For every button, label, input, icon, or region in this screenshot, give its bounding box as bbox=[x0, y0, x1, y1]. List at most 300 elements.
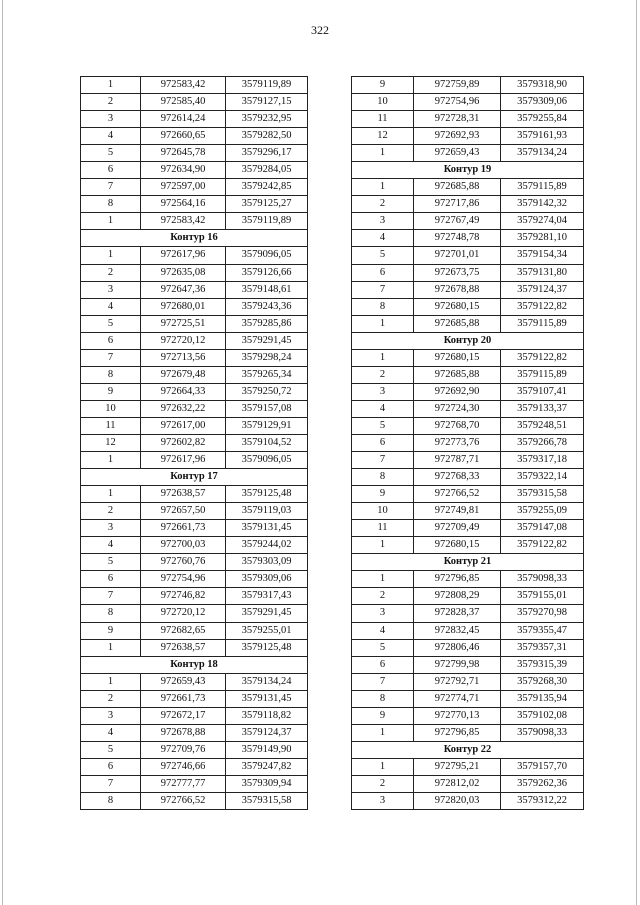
contour-header-row bbox=[81, 230, 308, 247]
x-coordinate-cell: 972617,96 bbox=[141, 247, 226, 264]
point-number-cell: 3 bbox=[81, 707, 141, 724]
x-coordinate-cell: 972820,03 bbox=[414, 792, 501, 809]
contour-header-row bbox=[352, 162, 584, 179]
x-coordinate-cell: 972680,01 bbox=[141, 298, 226, 315]
y-coordinate-cell: 3579119,89 bbox=[226, 77, 308, 94]
table-row bbox=[352, 247, 584, 264]
point-number-cell: 1 bbox=[81, 77, 141, 94]
table-row bbox=[352, 434, 584, 451]
point-number-cell: 5 bbox=[81, 554, 141, 571]
x-coordinate-cell: 972632,22 bbox=[141, 400, 226, 417]
point-number-cell: 1 bbox=[352, 758, 414, 775]
y-coordinate-cell: 3579104,52 bbox=[226, 434, 308, 451]
x-coordinate-cell: 972635,08 bbox=[141, 264, 226, 281]
y-coordinate-cell: 3579281,10 bbox=[501, 230, 584, 247]
y-coordinate-cell: 3579107,41 bbox=[501, 383, 584, 400]
y-coordinate-cell: 3579255,84 bbox=[501, 111, 584, 128]
table-row bbox=[81, 281, 308, 298]
contour-header-row bbox=[81, 469, 308, 486]
y-coordinate-cell: 3579098,33 bbox=[501, 571, 584, 588]
y-coordinate-cell: 3579303,09 bbox=[226, 554, 308, 571]
y-coordinate-cell: 3579096,05 bbox=[226, 452, 308, 469]
x-coordinate-cell: 972796,85 bbox=[414, 724, 501, 741]
x-coordinate-cell: 972792,71 bbox=[414, 673, 501, 690]
y-coordinate-cell: 3579102,08 bbox=[501, 707, 584, 724]
x-coordinate-cell: 972617,00 bbox=[141, 417, 226, 434]
x-coordinate-cell: 972768,70 bbox=[414, 417, 501, 434]
y-coordinate-cell: 3579274,04 bbox=[501, 213, 584, 230]
y-coordinate-cell: 3579148,61 bbox=[226, 281, 308, 298]
scan-edge-right bbox=[636, 0, 637, 905]
x-coordinate-cell: 972709,49 bbox=[414, 520, 501, 537]
y-coordinate-cell: 3579133,37 bbox=[501, 400, 584, 417]
table-row bbox=[81, 145, 308, 162]
x-coordinate-cell: 972659,43 bbox=[141, 673, 226, 690]
x-coordinate-cell: 972685,88 bbox=[414, 179, 501, 196]
y-coordinate-cell: 3579298,24 bbox=[226, 349, 308, 366]
y-coordinate-cell: 3579149,90 bbox=[226, 741, 308, 758]
point-number-cell: 3 bbox=[352, 605, 414, 622]
y-coordinate-cell: 3579124,37 bbox=[501, 281, 584, 298]
y-coordinate-cell: 3579161,93 bbox=[501, 128, 584, 145]
table-row bbox=[81, 111, 308, 128]
x-coordinate-cell: 972777,77 bbox=[141, 775, 226, 792]
x-coordinate-cell: 972770,13 bbox=[414, 707, 501, 724]
x-coordinate-cell: 972647,36 bbox=[141, 281, 226, 298]
y-coordinate-cell: 3579244,02 bbox=[226, 537, 308, 554]
y-coordinate-cell: 3579131,80 bbox=[501, 264, 584, 281]
y-coordinate-cell: 3579250,72 bbox=[226, 383, 308, 400]
table-row bbox=[81, 707, 308, 724]
x-coordinate-cell: 972673,75 bbox=[414, 264, 501, 281]
point-number-cell: 1 bbox=[352, 571, 414, 588]
y-coordinate-cell: 3579147,08 bbox=[501, 520, 584, 537]
y-coordinate-cell: 3579242,85 bbox=[226, 179, 308, 196]
x-coordinate-cell: 972700,03 bbox=[141, 537, 226, 554]
y-coordinate-cell: 3579317,43 bbox=[226, 588, 308, 605]
x-coordinate-cell: 972638,57 bbox=[141, 639, 226, 656]
y-coordinate-cell: 3579247,82 bbox=[226, 758, 308, 775]
y-coordinate-cell: 3579315,58 bbox=[501, 486, 584, 503]
x-coordinate-cell: 972634,90 bbox=[141, 162, 226, 179]
x-coordinate-cell: 972720,12 bbox=[141, 332, 226, 349]
contour-header: Контур 20 bbox=[352, 332, 584, 349]
point-number-cell: 4 bbox=[352, 622, 414, 639]
table-row bbox=[81, 315, 308, 332]
y-coordinate-cell: 3579315,58 bbox=[226, 792, 308, 809]
table-row bbox=[352, 145, 584, 162]
contour-header: Контур 18 bbox=[81, 656, 308, 673]
x-coordinate-cell: 972766,52 bbox=[414, 486, 501, 503]
y-coordinate-cell: 3579355,47 bbox=[501, 622, 584, 639]
x-coordinate-cell: 972564,16 bbox=[141, 196, 226, 213]
contour-header: Контур 21 bbox=[352, 554, 584, 571]
x-coordinate-cell: 972749,81 bbox=[414, 503, 501, 520]
point-number-cell: 1 bbox=[352, 724, 414, 741]
x-coordinate-cell: 972713,56 bbox=[141, 349, 226, 366]
y-coordinate-cell: 3579122,82 bbox=[501, 298, 584, 315]
table-row bbox=[81, 775, 308, 792]
point-number-cell: 8 bbox=[81, 792, 141, 809]
x-coordinate-cell: 972585,40 bbox=[141, 94, 226, 111]
table-row bbox=[81, 622, 308, 639]
x-coordinate-cell: 972766,52 bbox=[141, 792, 226, 809]
point-number-cell: 2 bbox=[81, 503, 141, 520]
table-row bbox=[352, 690, 584, 707]
table-row bbox=[352, 111, 584, 128]
point-number-cell: 5 bbox=[81, 741, 141, 758]
table-row bbox=[81, 94, 308, 111]
y-coordinate-cell: 3579115,89 bbox=[501, 366, 584, 383]
x-coordinate-cell: 972597,00 bbox=[141, 179, 226, 196]
table-row bbox=[81, 571, 308, 588]
y-coordinate-cell: 3579262,36 bbox=[501, 775, 584, 792]
y-coordinate-cell: 3579125,48 bbox=[226, 486, 308, 503]
table-row bbox=[352, 179, 584, 196]
point-number-cell: 3 bbox=[81, 281, 141, 298]
table-row bbox=[352, 588, 584, 605]
x-coordinate-cell: 972748,78 bbox=[414, 230, 501, 247]
coordinates-table bbox=[351, 76, 584, 810]
y-coordinate-cell: 3579126,66 bbox=[226, 264, 308, 281]
y-coordinate-cell: 3579124,37 bbox=[226, 724, 308, 741]
table-row bbox=[352, 503, 584, 520]
point-number-cell: 4 bbox=[352, 400, 414, 417]
table-row bbox=[81, 639, 308, 656]
table-row bbox=[81, 264, 308, 281]
point-number-cell: 7 bbox=[352, 281, 414, 298]
table-row bbox=[81, 486, 308, 503]
table-row bbox=[352, 452, 584, 469]
x-coordinate-cell: 972725,51 bbox=[141, 315, 226, 332]
x-coordinate-cell: 972812,02 bbox=[414, 775, 501, 792]
contour-header-row bbox=[352, 554, 584, 571]
y-coordinate-cell: 3579157,70 bbox=[501, 758, 584, 775]
point-number-cell: 3 bbox=[352, 792, 414, 809]
coordinates-table-right bbox=[351, 76, 583, 810]
x-coordinate-cell: 972645,78 bbox=[141, 145, 226, 162]
table-row bbox=[352, 366, 584, 383]
table-row bbox=[352, 520, 584, 537]
point-number-cell: 1 bbox=[81, 673, 141, 690]
point-number-cell: 1 bbox=[352, 537, 414, 554]
coordinates-table-left bbox=[80, 76, 307, 810]
table-row bbox=[352, 77, 584, 94]
y-coordinate-cell: 3579357,31 bbox=[501, 639, 584, 656]
y-coordinate-cell: 3579134,24 bbox=[501, 145, 584, 162]
x-coordinate-cell: 972692,90 bbox=[414, 383, 501, 400]
point-number-cell: 1 bbox=[352, 145, 414, 162]
x-coordinate-cell: 972754,96 bbox=[414, 94, 501, 111]
table-row bbox=[352, 537, 584, 554]
y-coordinate-cell: 3579135,94 bbox=[501, 690, 584, 707]
x-coordinate-cell: 972746,82 bbox=[141, 588, 226, 605]
contour-header-row bbox=[81, 656, 308, 673]
x-coordinate-cell: 972682,65 bbox=[141, 622, 226, 639]
table-row bbox=[81, 537, 308, 554]
point-number-cell: 5 bbox=[352, 639, 414, 656]
x-coordinate-cell: 972664,33 bbox=[141, 383, 226, 400]
table-row bbox=[352, 656, 584, 673]
y-coordinate-cell: 3579098,33 bbox=[501, 724, 584, 741]
x-coordinate-cell: 972799,98 bbox=[414, 656, 501, 673]
table-row bbox=[81, 554, 308, 571]
x-coordinate-cell: 972583,42 bbox=[141, 213, 226, 230]
point-number-cell: 12 bbox=[81, 434, 141, 451]
point-number-cell: 4 bbox=[81, 298, 141, 315]
scan-edge-left bbox=[2, 0, 3, 905]
y-coordinate-cell: 3579115,89 bbox=[501, 315, 584, 332]
table-row bbox=[81, 434, 308, 451]
contour-header-row bbox=[352, 741, 584, 758]
point-number-cell: 6 bbox=[81, 571, 141, 588]
point-number-cell: 2 bbox=[352, 588, 414, 605]
y-coordinate-cell: 3579096,05 bbox=[226, 247, 308, 264]
table-row bbox=[81, 179, 308, 196]
point-number-cell: 6 bbox=[352, 434, 414, 451]
table-row bbox=[352, 758, 584, 775]
y-coordinate-cell: 3579134,24 bbox=[226, 673, 308, 690]
point-number-cell: 1 bbox=[81, 486, 141, 503]
point-number-cell: 2 bbox=[352, 366, 414, 383]
point-number-cell: 2 bbox=[81, 264, 141, 281]
contour-header: Контур 22 bbox=[352, 741, 584, 758]
point-number-cell: 12 bbox=[352, 128, 414, 145]
y-coordinate-cell: 3579291,45 bbox=[226, 332, 308, 349]
table-row bbox=[352, 315, 584, 332]
x-coordinate-cell: 972660,65 bbox=[141, 128, 226, 145]
x-coordinate-cell: 972680,15 bbox=[414, 349, 501, 366]
x-coordinate-cell: 972701,01 bbox=[414, 247, 501, 264]
point-number-cell: 6 bbox=[81, 332, 141, 349]
point-number-cell: 1 bbox=[81, 452, 141, 469]
x-coordinate-cell: 972828,37 bbox=[414, 605, 501, 622]
y-coordinate-cell: 3579270,98 bbox=[501, 605, 584, 622]
contour-header: Контур 16 bbox=[81, 230, 308, 247]
point-number-cell: 6 bbox=[352, 656, 414, 673]
table-row bbox=[81, 452, 308, 469]
point-number-cell: 6 bbox=[81, 162, 141, 179]
point-number-cell: 9 bbox=[81, 622, 141, 639]
table-row bbox=[81, 400, 308, 417]
table-row bbox=[81, 690, 308, 707]
y-coordinate-cell: 3579318,90 bbox=[501, 77, 584, 94]
y-coordinate-cell: 3579131,45 bbox=[226, 520, 308, 537]
x-coordinate-cell: 972774,71 bbox=[414, 690, 501, 707]
point-number-cell: 7 bbox=[352, 673, 414, 690]
table-row bbox=[81, 77, 308, 94]
table-row bbox=[81, 332, 308, 349]
y-coordinate-cell: 3579317,18 bbox=[501, 452, 584, 469]
point-number-cell: 6 bbox=[81, 758, 141, 775]
table-row bbox=[352, 673, 584, 690]
table-row bbox=[81, 383, 308, 400]
x-coordinate-cell: 972602,82 bbox=[141, 434, 226, 451]
table-row bbox=[352, 622, 584, 639]
table-row bbox=[81, 196, 308, 213]
table-row bbox=[352, 349, 584, 366]
point-number-cell: 7 bbox=[81, 349, 141, 366]
x-coordinate-cell: 972661,73 bbox=[141, 520, 226, 537]
point-number-cell: 7 bbox=[81, 179, 141, 196]
point-number-cell: 9 bbox=[352, 77, 414, 94]
point-number-cell: 11 bbox=[352, 111, 414, 128]
x-coordinate-cell: 972680,15 bbox=[414, 298, 501, 315]
table-row bbox=[81, 605, 308, 622]
y-coordinate-cell: 3579155,01 bbox=[501, 588, 584, 605]
y-coordinate-cell: 3579268,30 bbox=[501, 673, 584, 690]
table-row bbox=[352, 383, 584, 400]
table-row bbox=[81, 503, 308, 520]
y-coordinate-cell: 3579125,27 bbox=[226, 196, 308, 213]
x-coordinate-cell: 972795,21 bbox=[414, 758, 501, 775]
x-coordinate-cell: 972709,76 bbox=[141, 741, 226, 758]
y-coordinate-cell: 3579119,03 bbox=[226, 503, 308, 520]
x-coordinate-cell: 972724,30 bbox=[414, 400, 501, 417]
y-coordinate-cell: 3579315,39 bbox=[501, 656, 584, 673]
contour-header: Контур 17 bbox=[81, 469, 308, 486]
x-coordinate-cell: 972638,57 bbox=[141, 486, 226, 503]
point-number-cell: 9 bbox=[352, 486, 414, 503]
table-row bbox=[81, 366, 308, 383]
y-coordinate-cell: 3579125,48 bbox=[226, 639, 308, 656]
x-coordinate-cell: 972692,93 bbox=[414, 128, 501, 145]
table-row bbox=[81, 724, 308, 741]
y-coordinate-cell: 3579154,34 bbox=[501, 247, 584, 264]
y-coordinate-cell: 3579284,05 bbox=[226, 162, 308, 179]
table-row bbox=[352, 400, 584, 417]
point-number-cell: 2 bbox=[352, 196, 414, 213]
y-coordinate-cell: 3579122,82 bbox=[501, 537, 584, 554]
table-row bbox=[352, 264, 584, 281]
y-coordinate-cell: 3579309,94 bbox=[226, 775, 308, 792]
table-row bbox=[352, 775, 584, 792]
point-number-cell: 8 bbox=[81, 366, 141, 383]
y-coordinate-cell: 3579255,01 bbox=[226, 622, 308, 639]
table-row bbox=[352, 571, 584, 588]
point-number-cell: 1 bbox=[81, 213, 141, 230]
y-coordinate-cell: 3579157,08 bbox=[226, 400, 308, 417]
table-row bbox=[81, 162, 308, 179]
point-number-cell: 8 bbox=[81, 605, 141, 622]
y-coordinate-cell: 3579322,14 bbox=[501, 469, 584, 486]
point-number-cell: 2 bbox=[81, 690, 141, 707]
table-row bbox=[352, 196, 584, 213]
y-coordinate-cell: 3579142,32 bbox=[501, 196, 584, 213]
table-body bbox=[81, 77, 308, 810]
point-number-cell: 5 bbox=[81, 145, 141, 162]
point-number-cell: 10 bbox=[352, 94, 414, 111]
table-row bbox=[81, 673, 308, 690]
table-row bbox=[81, 298, 308, 315]
x-coordinate-cell: 972680,15 bbox=[414, 537, 501, 554]
point-number-cell: 9 bbox=[352, 707, 414, 724]
point-number-cell: 1 bbox=[352, 315, 414, 332]
point-number-cell: 7 bbox=[81, 588, 141, 605]
table-row bbox=[81, 520, 308, 537]
point-number-cell: 2 bbox=[81, 94, 141, 111]
point-number-cell: 5 bbox=[352, 417, 414, 434]
y-coordinate-cell: 3579115,89 bbox=[501, 179, 584, 196]
table-row bbox=[352, 298, 584, 315]
point-number-cell: 1 bbox=[352, 179, 414, 196]
point-number-cell: 7 bbox=[81, 775, 141, 792]
table-row bbox=[81, 349, 308, 366]
point-number-cell: 11 bbox=[352, 520, 414, 537]
x-coordinate-cell: 972767,49 bbox=[414, 213, 501, 230]
table-row bbox=[81, 758, 308, 775]
x-coordinate-cell: 972672,17 bbox=[141, 707, 226, 724]
y-coordinate-cell: 3579309,06 bbox=[501, 94, 584, 111]
table-row bbox=[352, 417, 584, 434]
y-coordinate-cell: 3579243,36 bbox=[226, 298, 308, 315]
x-coordinate-cell: 972806,46 bbox=[414, 639, 501, 656]
y-coordinate-cell: 3579291,45 bbox=[226, 605, 308, 622]
table-body bbox=[352, 77, 584, 810]
point-number-cell: 10 bbox=[81, 400, 141, 417]
point-number-cell: 11 bbox=[81, 417, 141, 434]
table-row bbox=[352, 792, 584, 809]
contour-header-row bbox=[352, 332, 584, 349]
table-row bbox=[81, 417, 308, 434]
x-coordinate-cell: 972679,48 bbox=[141, 366, 226, 383]
y-coordinate-cell: 3579248,51 bbox=[501, 417, 584, 434]
x-coordinate-cell: 972678,88 bbox=[414, 281, 501, 298]
y-coordinate-cell: 3579131,45 bbox=[226, 690, 308, 707]
y-coordinate-cell: 3579296,17 bbox=[226, 145, 308, 162]
table-row bbox=[81, 247, 308, 264]
point-number-cell: 3 bbox=[81, 111, 141, 128]
x-coordinate-cell: 972746,66 bbox=[141, 758, 226, 775]
y-coordinate-cell: 3579127,15 bbox=[226, 94, 308, 111]
y-coordinate-cell: 3579266,78 bbox=[501, 434, 584, 451]
table-row bbox=[352, 707, 584, 724]
table-row bbox=[81, 741, 308, 758]
x-coordinate-cell: 972661,73 bbox=[141, 690, 226, 707]
table-row bbox=[81, 128, 308, 145]
point-number-cell: 1 bbox=[352, 349, 414, 366]
point-number-cell: 10 bbox=[352, 503, 414, 520]
point-number-cell: 1 bbox=[81, 247, 141, 264]
contour-header: Контур 19 bbox=[352, 162, 584, 179]
point-number-cell: 3 bbox=[352, 213, 414, 230]
y-coordinate-cell: 3579122,82 bbox=[501, 349, 584, 366]
table-row bbox=[352, 281, 584, 298]
page-number: 322 bbox=[311, 23, 329, 37]
point-number-cell: 5 bbox=[352, 247, 414, 264]
point-number-cell: 7 bbox=[352, 452, 414, 469]
x-coordinate-cell: 972685,88 bbox=[414, 366, 501, 383]
table-row bbox=[352, 605, 584, 622]
x-coordinate-cell: 972657,50 bbox=[141, 503, 226, 520]
x-coordinate-cell: 972685,88 bbox=[414, 315, 501, 332]
y-coordinate-cell: 3579119,89 bbox=[226, 213, 308, 230]
x-coordinate-cell: 972678,88 bbox=[141, 724, 226, 741]
x-coordinate-cell: 972796,85 bbox=[414, 571, 501, 588]
x-coordinate-cell: 972787,71 bbox=[414, 452, 501, 469]
y-coordinate-cell: 3579265,34 bbox=[226, 366, 308, 383]
point-number-cell: 3 bbox=[352, 383, 414, 400]
point-number-cell: 4 bbox=[81, 537, 141, 554]
point-number-cell: 8 bbox=[352, 690, 414, 707]
table-row bbox=[352, 486, 584, 503]
y-coordinate-cell: 3579129,91 bbox=[226, 417, 308, 434]
point-number-cell: 2 bbox=[352, 775, 414, 792]
x-coordinate-cell: 972617,96 bbox=[141, 452, 226, 469]
point-number-cell: 4 bbox=[81, 128, 141, 145]
x-coordinate-cell: 972614,24 bbox=[141, 111, 226, 128]
y-coordinate-cell: 3579312,22 bbox=[501, 792, 584, 809]
